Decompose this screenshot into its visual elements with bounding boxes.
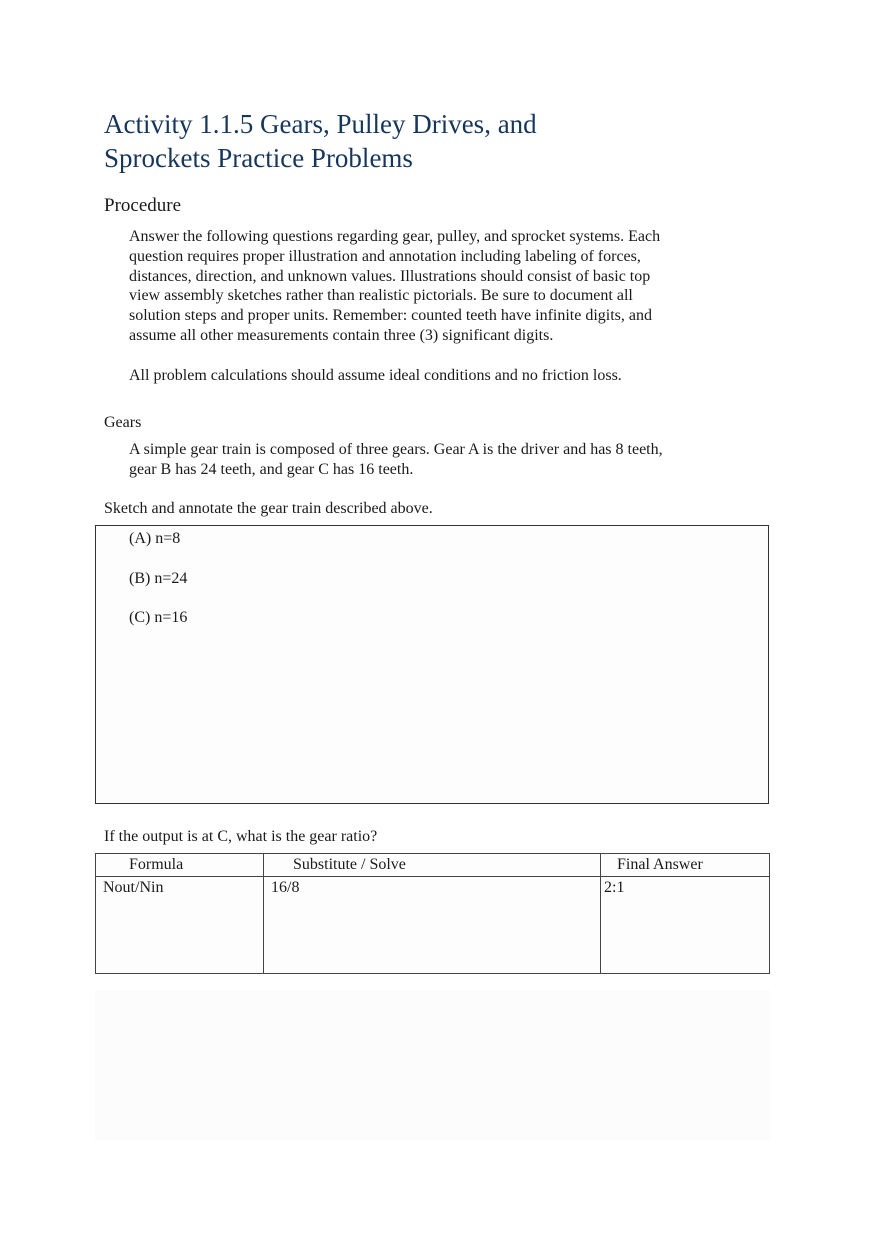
title-line: Activity 1.1.5 Gears, Pulley Drives, and bbox=[104, 109, 537, 139]
gear-ratio-question: If the output is at C, what is the gear ratio? bbox=[104, 828, 378, 845]
description-line: gear B has 24 teeth, and gear C has 16 teeth. bbox=[129, 460, 414, 478]
gear-b-entry: (B) n=24 bbox=[129, 570, 188, 587]
gear-c-entry: (C) n=16 bbox=[129, 609, 188, 626]
procedure-line: Answer the following questions regarding gear, pulley, and sprocket systems. Each bbox=[129, 228, 661, 245]
formula-header: Formula bbox=[96, 854, 264, 877]
solution-table bbox=[95, 853, 770, 974]
gears-heading: Gears bbox=[104, 414, 142, 431]
gear-train-description bbox=[129, 440, 663, 479]
table-row bbox=[96, 877, 770, 974]
formula-cell[interactable]: Nout/Nin bbox=[96, 877, 264, 974]
procedure-line: question requires proper illustration and annotation including labeling of forces, bbox=[129, 247, 641, 265]
procedure-line: solution steps and proper units. Remember: counted teeth have infinite digits, and bbox=[129, 307, 652, 325]
procedure-line: distances, direction, and unknown values. Illustrations should consist of basic top bbox=[129, 267, 651, 285]
document-title bbox=[104, 107, 664, 175]
procedure-line: view assembly sketches rather than realistic pictorials. Be sure to document all bbox=[129, 287, 633, 305]
final-answer-header: Final Answer bbox=[601, 854, 770, 877]
substitute-solve-cell[interactable]: 16/8 bbox=[264, 877, 601, 974]
sketch-answer-box[interactable] bbox=[95, 525, 769, 804]
table-header-row bbox=[96, 854, 770, 877]
procedure-line: assume all other measurements contain three (3) significant digits. bbox=[129, 326, 554, 344]
substitute-solve-header: Substitute / Solve bbox=[264, 854, 601, 877]
final-answer-cell[interactable]: 2:1 bbox=[601, 877, 770, 974]
procedure-heading: Procedure bbox=[104, 195, 182, 216]
procedure-text bbox=[129, 227, 729, 346]
title-line: Sprockets Practice Problems bbox=[104, 143, 413, 173]
assumption-text: All problem calculations should assume ideal conditions and no friction loss. bbox=[129, 367, 622, 384]
description-line: A simple gear train is composed of three gears. Gear A is the driver and has 8 teeth, bbox=[129, 441, 663, 458]
gear-a-entry: (A) n=8 bbox=[129, 530, 181, 547]
sketch-prompt: Sketch and annotate the gear train described above. bbox=[104, 500, 433, 517]
page-background-tint bbox=[95, 990, 770, 1140]
